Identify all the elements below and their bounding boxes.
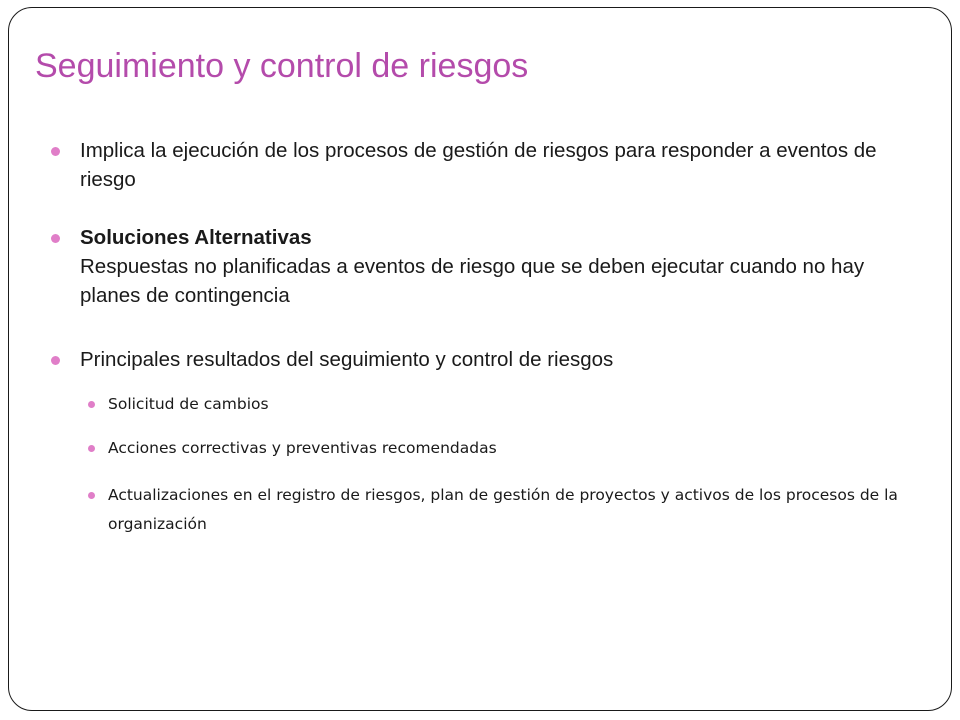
sub-bullet-item [108,434,918,463]
bullet-dot-icon [88,492,95,499]
sub-bullet-text: Acciones correctivas y preventivas recomendadas [108,439,497,457]
bullet-text: Principales resultados del seguimiento y control de riesgos [80,348,614,371]
bullet-item [80,136,930,194]
bullet-dot-icon [51,356,60,365]
bullet-item [80,223,930,310]
slide-title: Seguimiento y control de riesgos [35,47,529,85]
bullet-dot-icon [51,234,60,243]
bullet-dot-icon [51,147,60,156]
sub-bullet-item [108,481,918,539]
bullet-text: Respuestas no planificadas a eventos de riesgo que se deben ejecutar cuando no hay planes de contingencia [80,255,865,307]
sub-bullet-text: Actualizaciones en el registro de riesgos, plan de gestión de proyectos y activos de los procesos de la organización [108,486,898,533]
bullet-dot-icon [88,401,95,408]
bullet-heading: Soluciones Alternativas [80,226,312,249]
bullet-item [80,345,930,374]
sub-bullet-item [108,390,918,419]
sub-bullet-text: Solicitud de cambios [108,395,269,413]
bullet-dot-icon [88,445,95,452]
bullet-text: Implica la ejecución de los procesos de gestión de riesgos para responder a eventos de riesgo [80,139,877,191]
